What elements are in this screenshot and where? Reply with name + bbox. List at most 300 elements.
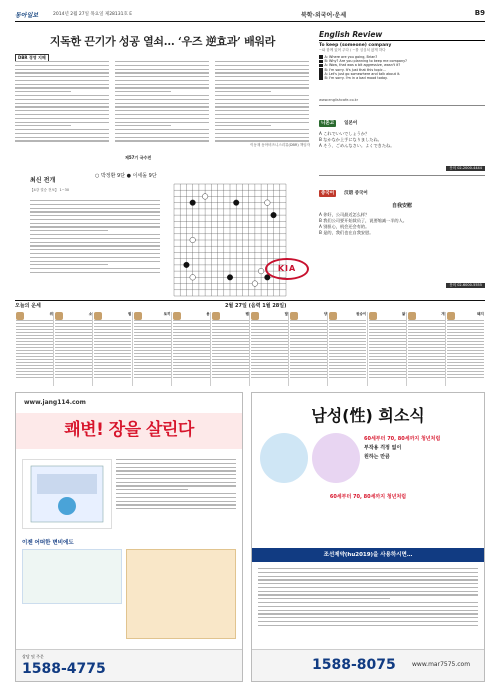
text-line [329,329,366,330]
ad-left-cta: 상담 및 주문 [22,654,44,659]
text-line [212,377,249,378]
text-line [258,579,478,580]
text-line [116,463,236,464]
text-line [212,374,249,375]
ad-right-badge-2 [312,433,360,483]
text-line [30,230,108,231]
text-line [251,377,288,378]
text-line [369,344,406,345]
text-line [115,122,209,123]
text-line [258,617,478,618]
ad-right-point-1: 60세부터 70, 80세까지 청년처럼 [329,494,407,500]
text-line [94,338,131,339]
english-line: B: I'm sorry. I'm in a bad mood today. [319,76,485,80]
text-line [55,320,92,321]
text-line [447,356,484,357]
column-divider [327,312,328,386]
text-line [215,114,309,115]
text-line [215,110,309,111]
text-line [258,594,478,595]
text-line [212,350,249,351]
text-line [447,374,484,375]
text-line [173,350,210,351]
text-line [258,587,478,588]
text-line [447,326,484,327]
text-line [30,238,160,239]
text-line [290,377,327,378]
text-line [30,208,160,209]
baduk-players: ○ 박정환 9단 ● 이세돌 9단 [95,173,157,179]
text-line [55,323,92,324]
text-line [251,374,288,375]
text-line [173,362,210,363]
text-line [369,320,406,321]
text-line [16,338,53,339]
text-line [115,72,209,73]
chinese-line: A 别担心，机会还会有的。 [319,224,370,229]
horoscope-sign-name: 닭 [402,312,406,316]
text-line [447,329,484,330]
text-line [258,572,478,573]
text-line [116,478,236,479]
chinese-box [319,175,485,290]
text-line [55,374,92,375]
text-line [369,335,406,336]
article-headline: 지독한 끈기가 성공 열쇠… ‘우즈 逆효과’ 배워라 [49,35,276,48]
text-line [408,353,445,354]
text-line [115,65,209,66]
text-line [215,133,309,134]
text-line [15,69,109,70]
text-line [134,323,171,324]
text-line [15,95,109,96]
text-line [15,140,109,141]
baduk-section [15,150,310,298]
text-line [134,338,171,339]
text-line [212,359,249,360]
japanese-line: A これでいいでしょうか？ [319,131,370,136]
text-line [251,359,288,360]
text-line [30,249,160,250]
text-line [258,568,478,569]
newspaper-brand: 동아일보 [15,12,39,19]
text-line [94,341,131,342]
text-line [251,320,288,321]
text-line [329,359,366,360]
text-line [115,129,209,130]
text-line [116,497,236,498]
text-line [134,329,171,330]
text-line [215,87,309,88]
text-line [55,332,92,333]
text-line [115,99,209,100]
article-column-2 [115,61,209,144]
text-line [115,87,209,88]
text-line [447,341,484,342]
english-line: B: I'm sorry. It's just that this topic... [319,68,485,72]
text-line [134,344,171,345]
text-line [94,368,131,369]
text-line [30,268,160,269]
text-line [251,341,288,342]
ad-left-phone[interactable]: 1588-4775 [22,661,106,677]
text-line [290,320,327,321]
text-line [447,332,484,333]
text-line [55,368,92,369]
text-line [215,103,309,104]
column-divider [288,312,289,386]
text-line [55,326,92,327]
horoscope-sign-name: 뱀 [245,312,249,316]
text-line [16,323,53,324]
text-line [134,320,171,321]
text-line [290,338,327,339]
white-stone [202,194,208,200]
text-line [134,347,171,348]
ad-left-promo [126,549,236,639]
text-line [258,625,478,626]
black-stone [190,200,196,206]
text-line [290,347,327,348]
bullet-icon [319,64,323,68]
zodiac-animal-icon [290,312,298,320]
text-line [173,320,210,321]
horoscope-date: 2월 27일 (음력 1월 28일) [225,303,287,309]
text-line [115,91,171,92]
text-line [212,368,249,369]
text-line [173,332,210,333]
issue-date: 2014년 2월 27일 목요일 제28131호 E [53,12,133,17]
text-line [94,377,131,378]
text-line [173,338,210,339]
ad-right-url[interactable]: www.mar7575.com [412,661,471,668]
english-dialogue [319,55,485,80]
text-line [94,359,131,360]
text-line [134,356,171,357]
text-line [447,323,484,324]
kia-logo: KIA [265,258,309,280]
zodiac-animal-icon [16,312,24,320]
horoscope-sign [290,312,327,386]
text-line [134,350,171,351]
text-line [408,359,445,360]
text-line [408,335,445,336]
text-line [116,508,236,509]
text-line [215,140,309,141]
horoscope-sign [94,312,131,386]
text-line [447,350,484,351]
black-stone [233,200,239,206]
text-line [94,356,131,357]
horoscope-sign-name: 양 [323,312,328,316]
text-line [251,329,288,330]
text-line [15,129,109,130]
text-line [55,362,92,363]
black-stone [271,212,277,218]
text-line [30,245,160,246]
text-line [251,347,288,348]
text-line [329,320,366,321]
text-line [290,344,327,345]
text-line [15,137,109,138]
ad-right-points [364,435,479,462]
text-line [329,341,366,342]
text-line [173,335,210,336]
text-line [134,365,171,366]
text-line [447,362,484,363]
text-line [94,362,131,363]
column-divider [210,312,211,386]
text-line [251,326,288,327]
text-line [251,323,288,324]
text-line [212,332,249,333]
text-line [408,341,445,342]
horoscope-sign-name: 돼지 [477,312,484,316]
ad-right-tagline [252,493,484,500]
horoscope-sign [251,312,288,386]
text-line [215,122,309,123]
horoscope-sign-name: 용 [206,312,210,316]
bullet-icon [319,60,323,64]
column-divider [445,312,446,386]
ad-right-headline: 남성(性) 희소식 [311,406,425,425]
text-line [251,365,288,366]
text-line [15,103,109,104]
text-line [15,65,109,66]
text-line [16,365,53,366]
text-line [251,353,288,354]
text-line [16,320,53,321]
text-line [447,347,484,348]
text-line [55,377,92,378]
white-stone [190,237,196,243]
text-line [212,323,249,324]
text-line [116,482,236,483]
text-line [408,371,445,372]
text-line [369,374,406,375]
text-line [212,356,249,357]
horoscope-sign [55,312,92,386]
text-line [290,326,327,327]
text-line [134,362,171,363]
text-line [329,326,366,327]
chinese-line: B 我们公司要开始裁员了，说要缩减一半的人。 [319,218,407,223]
text-line [15,125,71,126]
article-column-1 [15,61,109,144]
text-line [369,347,406,348]
text-line [173,353,210,354]
text-line [258,610,478,611]
text-line [94,365,131,366]
text-line [212,341,249,342]
text-line [447,368,484,369]
text-line [408,362,445,363]
ad-right [251,392,485,682]
baduk-commentary [30,200,160,276]
text-line [251,368,288,369]
ad-left-url[interactable]: www.jang114.com [24,399,86,406]
text-line [290,332,327,333]
horoscope-sign-name: 소 [88,312,93,316]
english-line: B: Why? Are you planning to keep me company? [319,59,485,63]
text-line [369,365,406,366]
go-board [170,180,295,300]
english-line: A: Where are you going, Brian? [319,55,485,59]
text-line [134,353,171,354]
text-line [369,326,406,327]
horoscope-sign [212,312,249,386]
text-line [329,362,366,363]
text-line [16,377,53,378]
text-line [30,215,160,216]
text-line [290,335,327,336]
text-line [55,356,92,357]
text-line [30,272,160,273]
text-line [408,356,445,357]
japanese-dialogue [319,131,485,149]
ad-right-testimonials [258,568,478,638]
text-line [16,332,53,333]
zodiac-animal-icon [369,312,377,320]
text-line [215,91,271,92]
text-line [212,344,249,345]
text-line [215,76,309,77]
text-line [116,459,236,460]
japanese-box [319,105,485,173]
text-line [15,114,109,115]
text-line [30,204,160,205]
text-line [16,350,53,351]
text-line [30,234,160,235]
text-line [173,359,210,360]
text-line [447,344,484,345]
baduk-tag: 제57기 국수전 [125,155,152,160]
article-tag: DBR 경영 지혜 [15,54,49,62]
text-line [115,69,209,70]
text-line [408,347,445,348]
text-line [212,326,249,327]
text-line [94,335,131,336]
text-line [329,374,366,375]
text-line [212,353,249,354]
text-line [251,350,288,351]
text-line [55,335,92,336]
text-line [408,350,445,351]
text-line [15,99,109,100]
text-line [258,598,390,599]
text-line [16,362,53,363]
black-stone [184,262,190,268]
zodiac-animal-icon [251,312,259,320]
text-line [329,365,366,366]
text-line [15,106,109,107]
text-line [212,371,249,372]
japanese-line: A そう、ごめんなさい。よくできたね。 [319,143,395,148]
text-line [115,137,209,138]
text-line [16,374,53,375]
text-line [30,261,160,262]
horoscope-sign [134,312,171,386]
text-line [173,344,210,345]
text-line [215,84,309,85]
japanese-contact: 문의 02-2000-4444 [446,166,485,171]
text-line [116,485,236,486]
text-line [55,347,92,348]
ad-left [15,392,243,682]
text-line [94,347,131,348]
text-line [329,371,366,372]
zodiac-animal-icon [408,312,416,320]
text-line [369,356,406,357]
text-line [329,350,366,351]
text-line [215,95,309,96]
text-line [115,103,209,104]
english-subtitle: To keep (someone) company [319,43,392,48]
text-line [408,338,445,339]
zodiac-animal-icon [173,312,181,320]
text-line [290,329,327,330]
column-divider [406,312,407,386]
text-line [215,99,309,100]
text-line [212,335,249,336]
text-line [329,335,366,336]
white-stone [258,268,264,274]
chinese-dialogue [319,212,485,236]
text-line [408,323,445,324]
text-line [447,359,484,360]
text-line [215,80,309,81]
text-line [15,80,109,81]
text-line [369,368,406,369]
zodiac-animal-icon [55,312,63,320]
text-line [408,332,445,333]
horoscope-sign [173,312,210,386]
text-line [215,72,309,73]
bullet-icon [319,68,323,72]
chinese-badge: 중국어 [321,191,335,196]
horoscope-head: 오늘의 운세 [15,303,41,309]
text-line [251,335,288,336]
text-line [94,374,131,375]
text-line [447,353,484,354]
text-line [251,332,288,333]
column-divider [53,312,54,386]
text-line [290,374,327,375]
text-line [173,374,210,375]
text-line [408,329,445,330]
text-line [116,493,236,494]
ad-right-phone[interactable]: 1588-8075 [312,657,396,673]
text-line [15,76,109,77]
text-line [16,326,53,327]
text-line [329,344,366,345]
english-subtitle-kr: ~와 함께 있어 주다 / ~를 심심치 않게 하다 [319,48,386,52]
text-line [30,223,160,224]
text-line [212,365,249,366]
text-line [173,371,210,372]
column-divider [92,312,93,386]
text-line [212,338,249,339]
text-line [115,125,171,126]
horoscope-sign-name: 원숭이 [356,312,367,316]
ad-right-point: 부작용 걱정 없이 [364,445,402,451]
text-line [251,338,288,339]
baduk-title: 최신 전개 [30,177,56,184]
text-line [408,374,445,375]
text-line [115,118,209,119]
zodiac-animal-icon [134,312,142,320]
text-line [55,329,92,330]
